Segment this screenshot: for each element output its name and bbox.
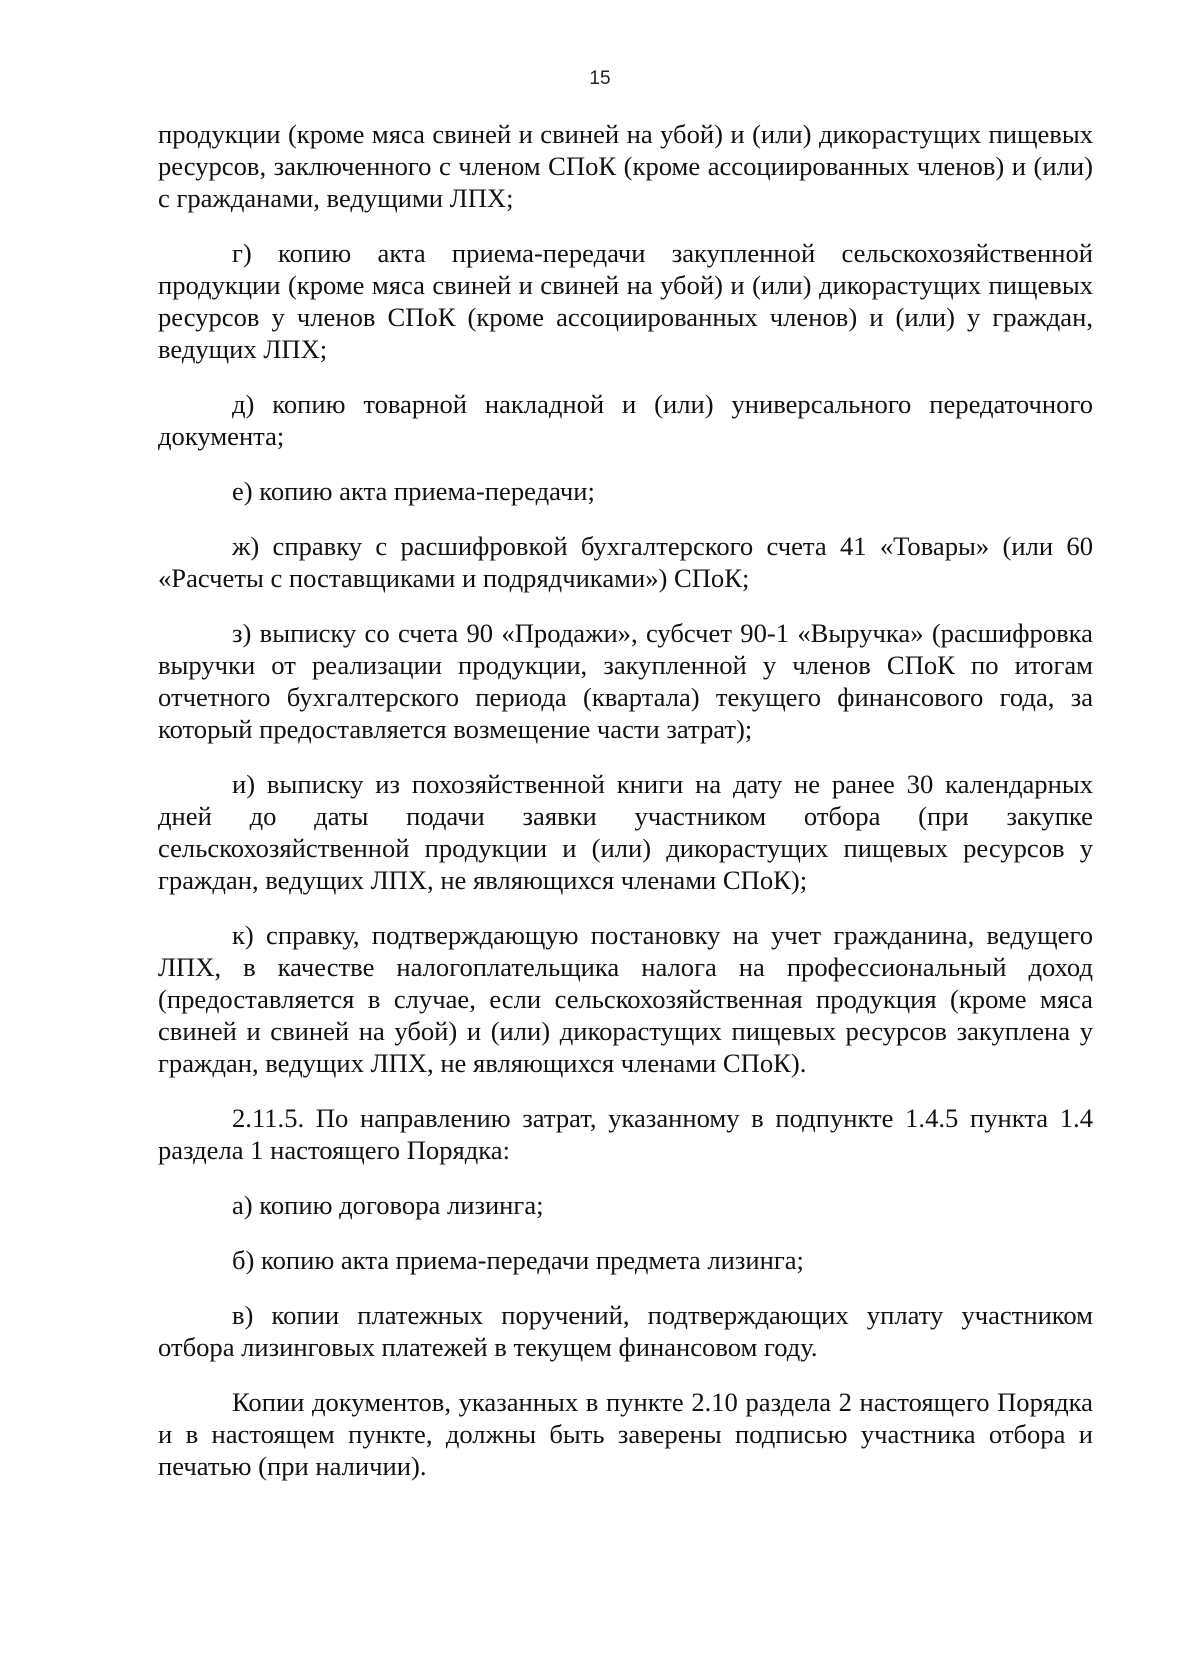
page-number: 15 — [589, 68, 611, 89]
paragraph-section-2-11-5: 2.11.5. По направлению затрат, указанному в подпункте 1.4.5 пункта 1.4 раздела 1 настоящего Порядка: — [158, 1103, 1093, 1165]
paragraph-item-a: а) копию договора лизинга; — [232, 1190, 544, 1220]
paragraph-item-zh: ж) справку с расшифровкой бухгалтерского счета 41 «Товары» (или 60 «Расчеты с поставщиками и подрядчиками») СПоК; — [158, 531, 1093, 593]
paragraph-item-k: к) справку, подтверждающую постановку на учет гражданина, ведущего ЛПХ, в качестве налогоплательщика налога на профессиональный доход (предоставляется в случае, если сельскохозяйственная продукция (кроме мяса свиней и свиней на убой) и (или) дикорастущих пищевых ресурсов закуплена у граждан, ведущих ЛПХ, не являющихся членами СПоК). — [158, 920, 1093, 1078]
paragraph-closing-note: Копии документов, указанных в пункте 2.10 раздела 2 настоящего Порядка и в настоящем пункте, должны быть заверены подписью участника отбора и печатью (при наличии). — [158, 1387, 1093, 1481]
document-body — [158, 118, 1093, 1505]
paragraph-item-b: б) копию акта приема-передачи предмета лизинга; — [232, 1245, 804, 1275]
paragraph-item-d: д) копию товарной накладной и (или) универсального передаточного документа; — [158, 389, 1093, 451]
paragraph-item-e: е) копию акта приема-передачи; — [232, 476, 595, 506]
paragraph-item-i: и) выписку из похозяйственной книги на дату не ранее 30 календарных дней до даты подачи заявки участником отбора (при закупке сельскохозяйственной продукции и (или) дикорастущих пищевых ресурсов у граждан, ведущих ЛПХ, не являющихся членами СПоК); — [158, 769, 1093, 895]
paragraph-item-g: г) копию акта приема-передачи закупленной сельскохозяйственной продукции (кроме мяса свиней и свиней на убой) и (или) дикорастущих пищевых ресурсов у членов СПоК (кроме ассоциированных членов) и (или) у граждан, ведущих ЛПХ; — [158, 238, 1093, 364]
paragraph-continuation: продукции (кроме мяса свиней и свиней на убой) и (или) дикорастущих пищевых ресурсов, заключенного с членом СПоК (кроме ассоциированных членов) и (или) с гражданами, ведущими ЛПХ; — [158, 119, 1093, 213]
paragraph-item-v: в) копии платежных поручений, подтверждающих уплату участником отбора лизинговых платежей в текущем финансовом году. — [158, 1300, 1093, 1362]
paragraph-item-z: з) выписку со счета 90 «Продажи», субсчет 90-1 «Выручка» (расшифровка выручки от реализации продукции, закупленной у членов СПоК по итогам отчетного бухгалтерского периода (квартала) текущего финансового года, за который предоставляется возмещение части затрат); — [158, 618, 1093, 744]
